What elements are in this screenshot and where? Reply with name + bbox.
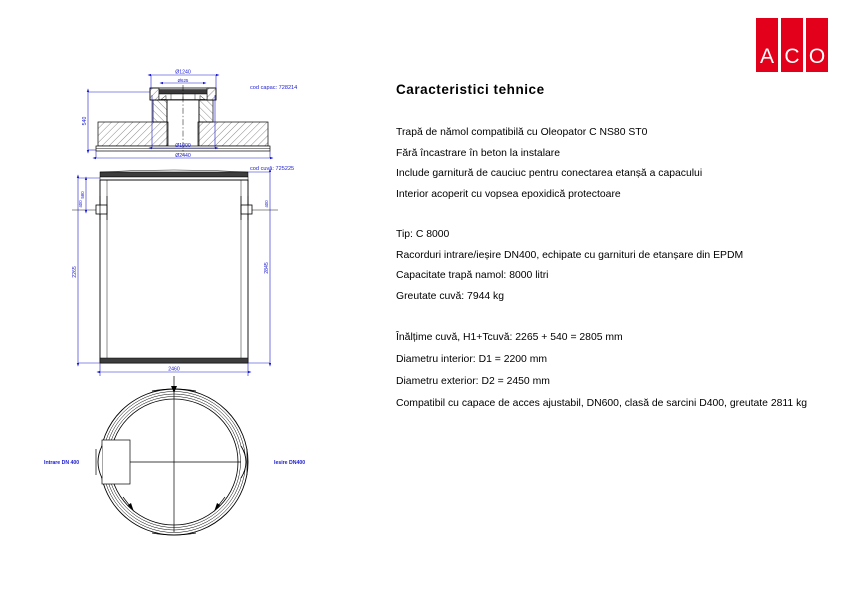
- logo-letter-c: C: [784, 45, 800, 68]
- dim-elevation-left: 2265: [72, 266, 78, 278]
- technical-characteristics-panel: [396, 82, 816, 435]
- aco-logo: [756, 18, 828, 72]
- label-outlet-dn400: Iesire DN400: [274, 460, 306, 466]
- tech-line: Trapă de nămol compatibilă cu Oleopator C NS80 ST0: [396, 127, 648, 138]
- dim-section-inner-bottom: Ø1000: [175, 142, 191, 149]
- tech-group-specs: [396, 225, 816, 307]
- drawing-plan-view: [44, 376, 305, 535]
- logo-bar-o: [806, 18, 828, 72]
- logo-bar-c: [781, 18, 803, 72]
- drawing-section-view: [82, 70, 297, 173]
- tech-line: Diametru exterior: D2 = 2450 mm: [396, 376, 550, 387]
- label-cod-cuva: cod cuvă: 725225: [250, 166, 295, 172]
- tech-line: Compatibil cu capace de acces ajustabil, DN600, clasă de sarcini D400, greutate 2811 kg: [396, 398, 808, 409]
- logo-letter-a: A: [759, 45, 774, 68]
- dim-elevation-bottom: 2460: [168, 366, 180, 373]
- tech-line: Interior acoperit cu vopsea epoxidică protectoare: [396, 188, 621, 200]
- tech-line: Înălțime cuvă, H1+Tcuvă: 2265 + 540 = 2805 mm: [396, 332, 623, 343]
- dim-section-outer-top: Ø1240: [175, 69, 191, 76]
- dim-section-inner-top: Ø625: [177, 77, 189, 83]
- tech-line: Diametru interior: D1 = 2200 mm: [396, 354, 548, 365]
- dim-nozzle-outlet: 400: [264, 200, 269, 208]
- tech-group-general: [396, 123, 816, 205]
- tech-line: Fără încastrare în beton la instalare: [396, 147, 561, 159]
- dim-section-outer-bottom: Ø2440: [175, 152, 191, 159]
- dim-section-height: 540: [82, 116, 88, 126]
- technical-drawings-panel: [0, 0, 380, 595]
- logo-letter-o: O: [808, 45, 826, 68]
- dim-elevation-right: 2845: [264, 262, 270, 274]
- tech-line: Capacitate trapă namol: 8000 litri: [396, 270, 549, 281]
- page-title: Caracteristici tehnice: [396, 82, 545, 97]
- drawing-elevation-view: [72, 170, 278, 376]
- tech-line: Include garnitură de cauciuc pentru conectarea etanșă a capacului: [396, 168, 703, 179]
- tech-line: Racorduri intrare/ieșire DN400, echipate cu garnituri de etanșare din EPDM: [396, 249, 744, 261]
- tech-line: Greutate cuvă: 7944 kg: [396, 290, 505, 302]
- label-inlet-dn400: Intrare DN 400: [44, 460, 80, 466]
- tech-line: Tip: C 8000: [396, 229, 450, 240]
- logo-bar-a: [756, 18, 778, 72]
- dim-nozzle-inlet: 400: [78, 200, 83, 208]
- dim-elevation-top-left: 580: [80, 191, 85, 199]
- label-cod-capac: cod capac: 728214: [250, 85, 298, 91]
- tech-group-dimensions: [396, 327, 816, 415]
